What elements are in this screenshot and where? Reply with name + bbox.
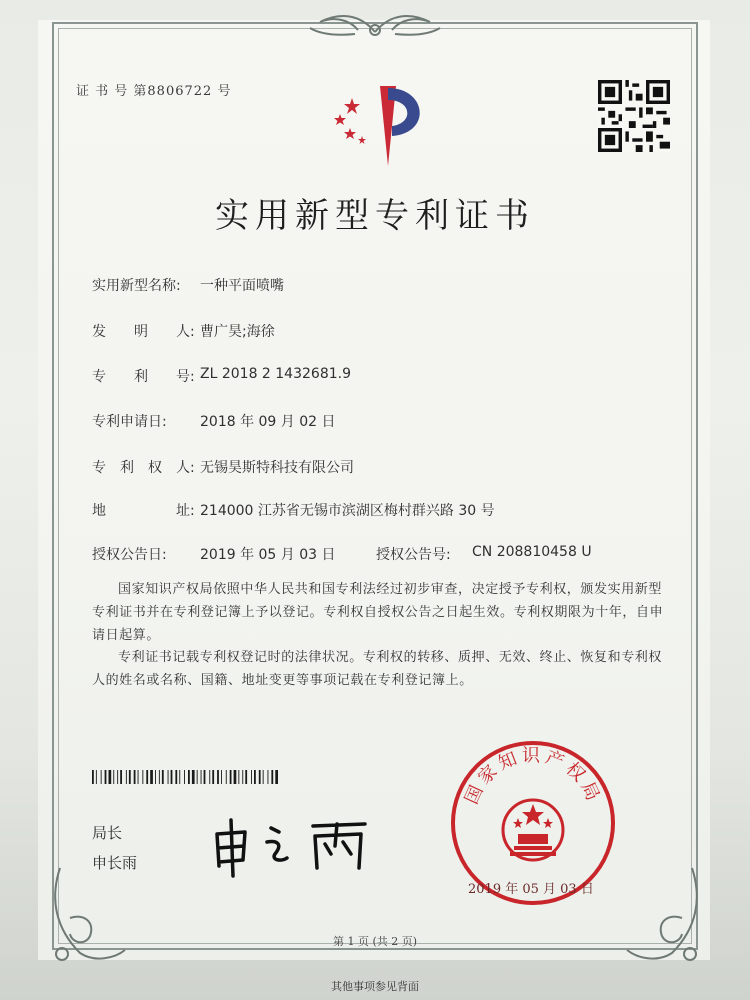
seal-text: 国家知识产权局 [461, 745, 605, 808]
patent-number-value: ZL 2018 2 1432681.9 [200, 366, 351, 382]
director-title: 局长 [92, 824, 123, 842]
barcode [92, 770, 282, 784]
certificate-number-suffix: 号 [217, 84, 232, 99]
director-signature [205, 810, 385, 880]
statement-paragraph-2: 专利证书记载专利权登记时的法律状况。专利权的转移、质押、无效、终止、恢复和专利权人的姓名或名称、国籍、地址变更等事项记载在专利登记簿上。 [92, 650, 663, 688]
grant-number-label: 授权公告号: [376, 547, 451, 563]
name-value: 一种平面喷嘴 [200, 278, 284, 294]
bottom-right-ornament [622, 858, 712, 968]
seal-date: 2019 年 05 月 03 日 [468, 882, 594, 897]
inventor-value: 曹广昊;海徐 [200, 324, 275, 340]
top-ornament [300, 4, 450, 44]
director-name: 申长雨 [92, 854, 138, 872]
patentee-value: 无锡昊斯特科技有限公司 [200, 460, 354, 476]
certificate-number-label: 证 书 号 第 [76, 84, 148, 99]
statement-paragraph-1: 国家知识产权局依照中华人民共和国专利法经过初步审查，决定授予专利权，颁发实用新型专利证书并在专利登记簿上予以登记。专利权自授权公告之日起生效。专利权期限为十年，自申请日起算。 [92, 582, 664, 643]
grant-date-label: 授权公告日: [92, 547, 167, 563]
grant-date-value: 2019 年 05 月 03 日 [200, 547, 336, 563]
certificate-number [76, 80, 231, 99]
grant-number-value: CN 208810458 U [472, 544, 592, 560]
patent-office-logo [322, 78, 437, 168]
patentee-label: 专 利 权 人: [92, 460, 195, 476]
patent-number-label: 专 利 号: [92, 369, 195, 385]
certificate-number-value: 8806722 [147, 84, 213, 99]
footer-note: 其他事项参见背面 [331, 980, 419, 993]
name-label: 实用新型名称: [92, 278, 181, 294]
address-value: 214000 江苏省无锡市滨湖区梅村群兴路 30 号 [200, 503, 495, 519]
certificate-title: 实用新型专利证书 [215, 196, 535, 236]
qr-code [598, 80, 670, 152]
address-label: 地 址: [92, 503, 195, 519]
filing-date-label: 专利申请日: [92, 414, 167, 430]
inventor-label: 发 明 人: [92, 324, 195, 340]
bottom-left-ornament [40, 858, 130, 968]
page-indicator: 第 1 页 (共 2 页) [332, 935, 418, 948]
svg-text:国家知识产权局 [461, 746, 605, 808]
filing-date-value: 2018 年 09 月 02 日 [200, 414, 336, 430]
